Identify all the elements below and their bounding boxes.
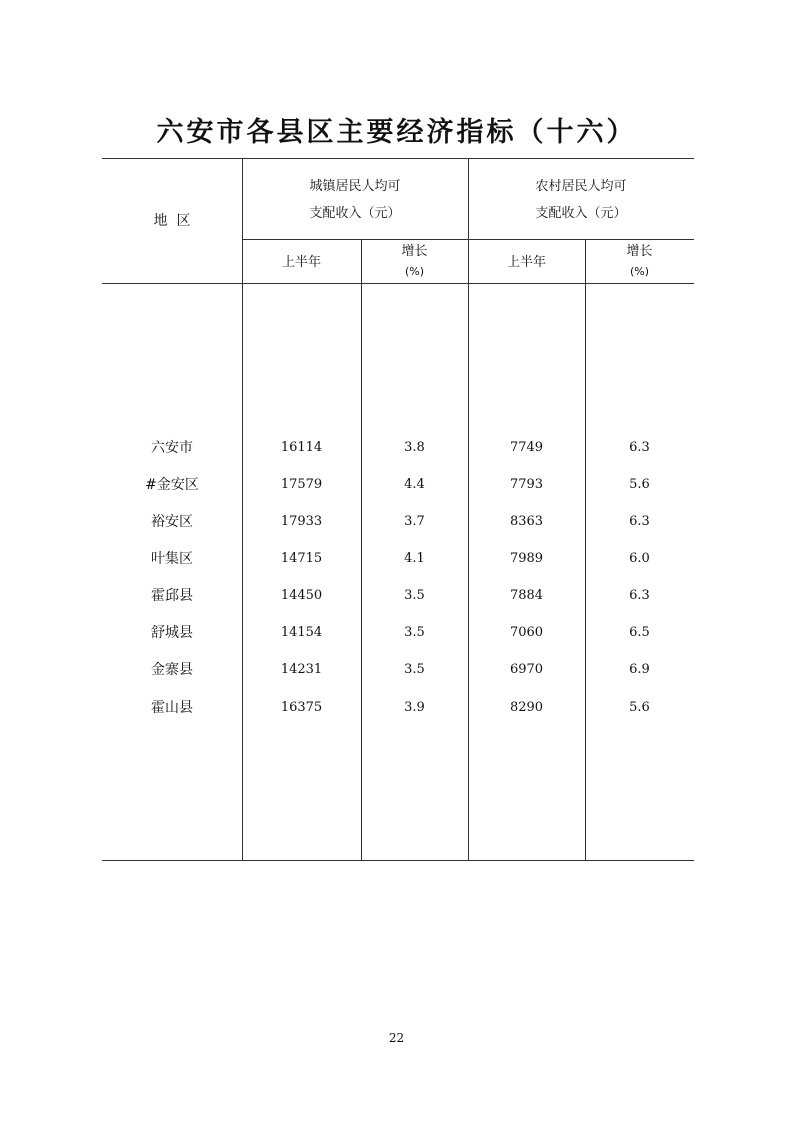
header-rural-line2: 支配收入（元） (535, 206, 627, 221)
header-bottom-rule (102, 283, 694, 284)
header-region: 地 区 (153, 213, 191, 229)
cell-urban-income: 17933 (280, 514, 323, 529)
cell-urban-income: 14154 (280, 625, 323, 640)
cell-urban-growth: 3.9 (404, 700, 425, 715)
cell-urban-income: 17579 (280, 477, 323, 492)
cell-rural-income: 7060 (509, 625, 544, 640)
cell-urban-income: 14450 (280, 588, 323, 603)
cell-urban-income: 14231 (280, 662, 323, 677)
cell-region: 裕安区 (151, 514, 193, 530)
cell-rural-growth: 6.3 (629, 514, 650, 529)
table-bottom-rule (102, 860, 694, 861)
cell-region: 叶集区 (151, 551, 193, 567)
page-number: 22 (388, 1031, 405, 1045)
header-urban-growth-line2: (%) (404, 265, 425, 278)
cell-urban-growth: 3.7 (404, 514, 425, 529)
cell-urban-income: 16375 (280, 700, 323, 715)
cell-rural-income: 7749 (509, 440, 544, 455)
cell-urban-income: 14715 (280, 551, 323, 566)
cell-urban-growth: 3.8 (404, 440, 425, 455)
header-rural-half-year: 上半年 (506, 255, 546, 270)
cell-rural-income: 6970 (509, 662, 544, 677)
cell-region: 舒城县 (151, 625, 193, 641)
cell-region: 霍山县 (151, 700, 193, 716)
cell-rural-income: 8363 (509, 514, 544, 529)
cell-urban-growth: 3.5 (404, 662, 425, 677)
cell-urban-growth: 4.1 (404, 551, 425, 566)
cell-rural-growth: 5.6 (629, 700, 650, 715)
cell-urban-growth: 4.4 (404, 477, 425, 492)
cell-rural-growth: 6.9 (629, 662, 650, 677)
header-rural-growth-line1: 增长 (626, 244, 653, 259)
cell-rural-income: 7884 (509, 588, 544, 603)
header-urban-growth-line1: 增长 (401, 244, 428, 259)
header-urban-line2: 支配收入（元） (309, 206, 401, 221)
header-urban-half-year: 上半年 (281, 255, 321, 270)
cell-urban-income: 16114 (280, 440, 323, 455)
header-rural-growth-line2: (%) (629, 265, 650, 278)
cell-region: #金安区 (145, 477, 199, 493)
cell-rural-income: 8290 (509, 700, 544, 715)
cell-rural-growth: 6.3 (629, 440, 650, 455)
cell-rural-income: 7793 (509, 477, 544, 492)
cell-region: 金寨县 (151, 662, 193, 678)
cell-region: 六安市 (151, 440, 193, 456)
page-title: 六安市各县区主要经济指标（十六） (156, 117, 637, 148)
header-urban-line1: 城镇居民人均可 (309, 179, 401, 194)
cell-rural-growth: 6.0 (629, 551, 650, 566)
cell-region: 霍邱县 (151, 588, 193, 604)
table-top-rule (102, 158, 694, 159)
cell-rural-growth: 5.6 (629, 477, 650, 492)
cell-rural-income: 7989 (509, 551, 544, 566)
header-rural-line1: 农村居民人均可 (535, 179, 627, 194)
cell-urban-growth: 3.5 (404, 588, 425, 603)
cell-rural-growth: 6.3 (629, 588, 650, 603)
cell-urban-growth: 3.5 (404, 625, 425, 640)
cell-rural-growth: 6.5 (629, 625, 650, 640)
